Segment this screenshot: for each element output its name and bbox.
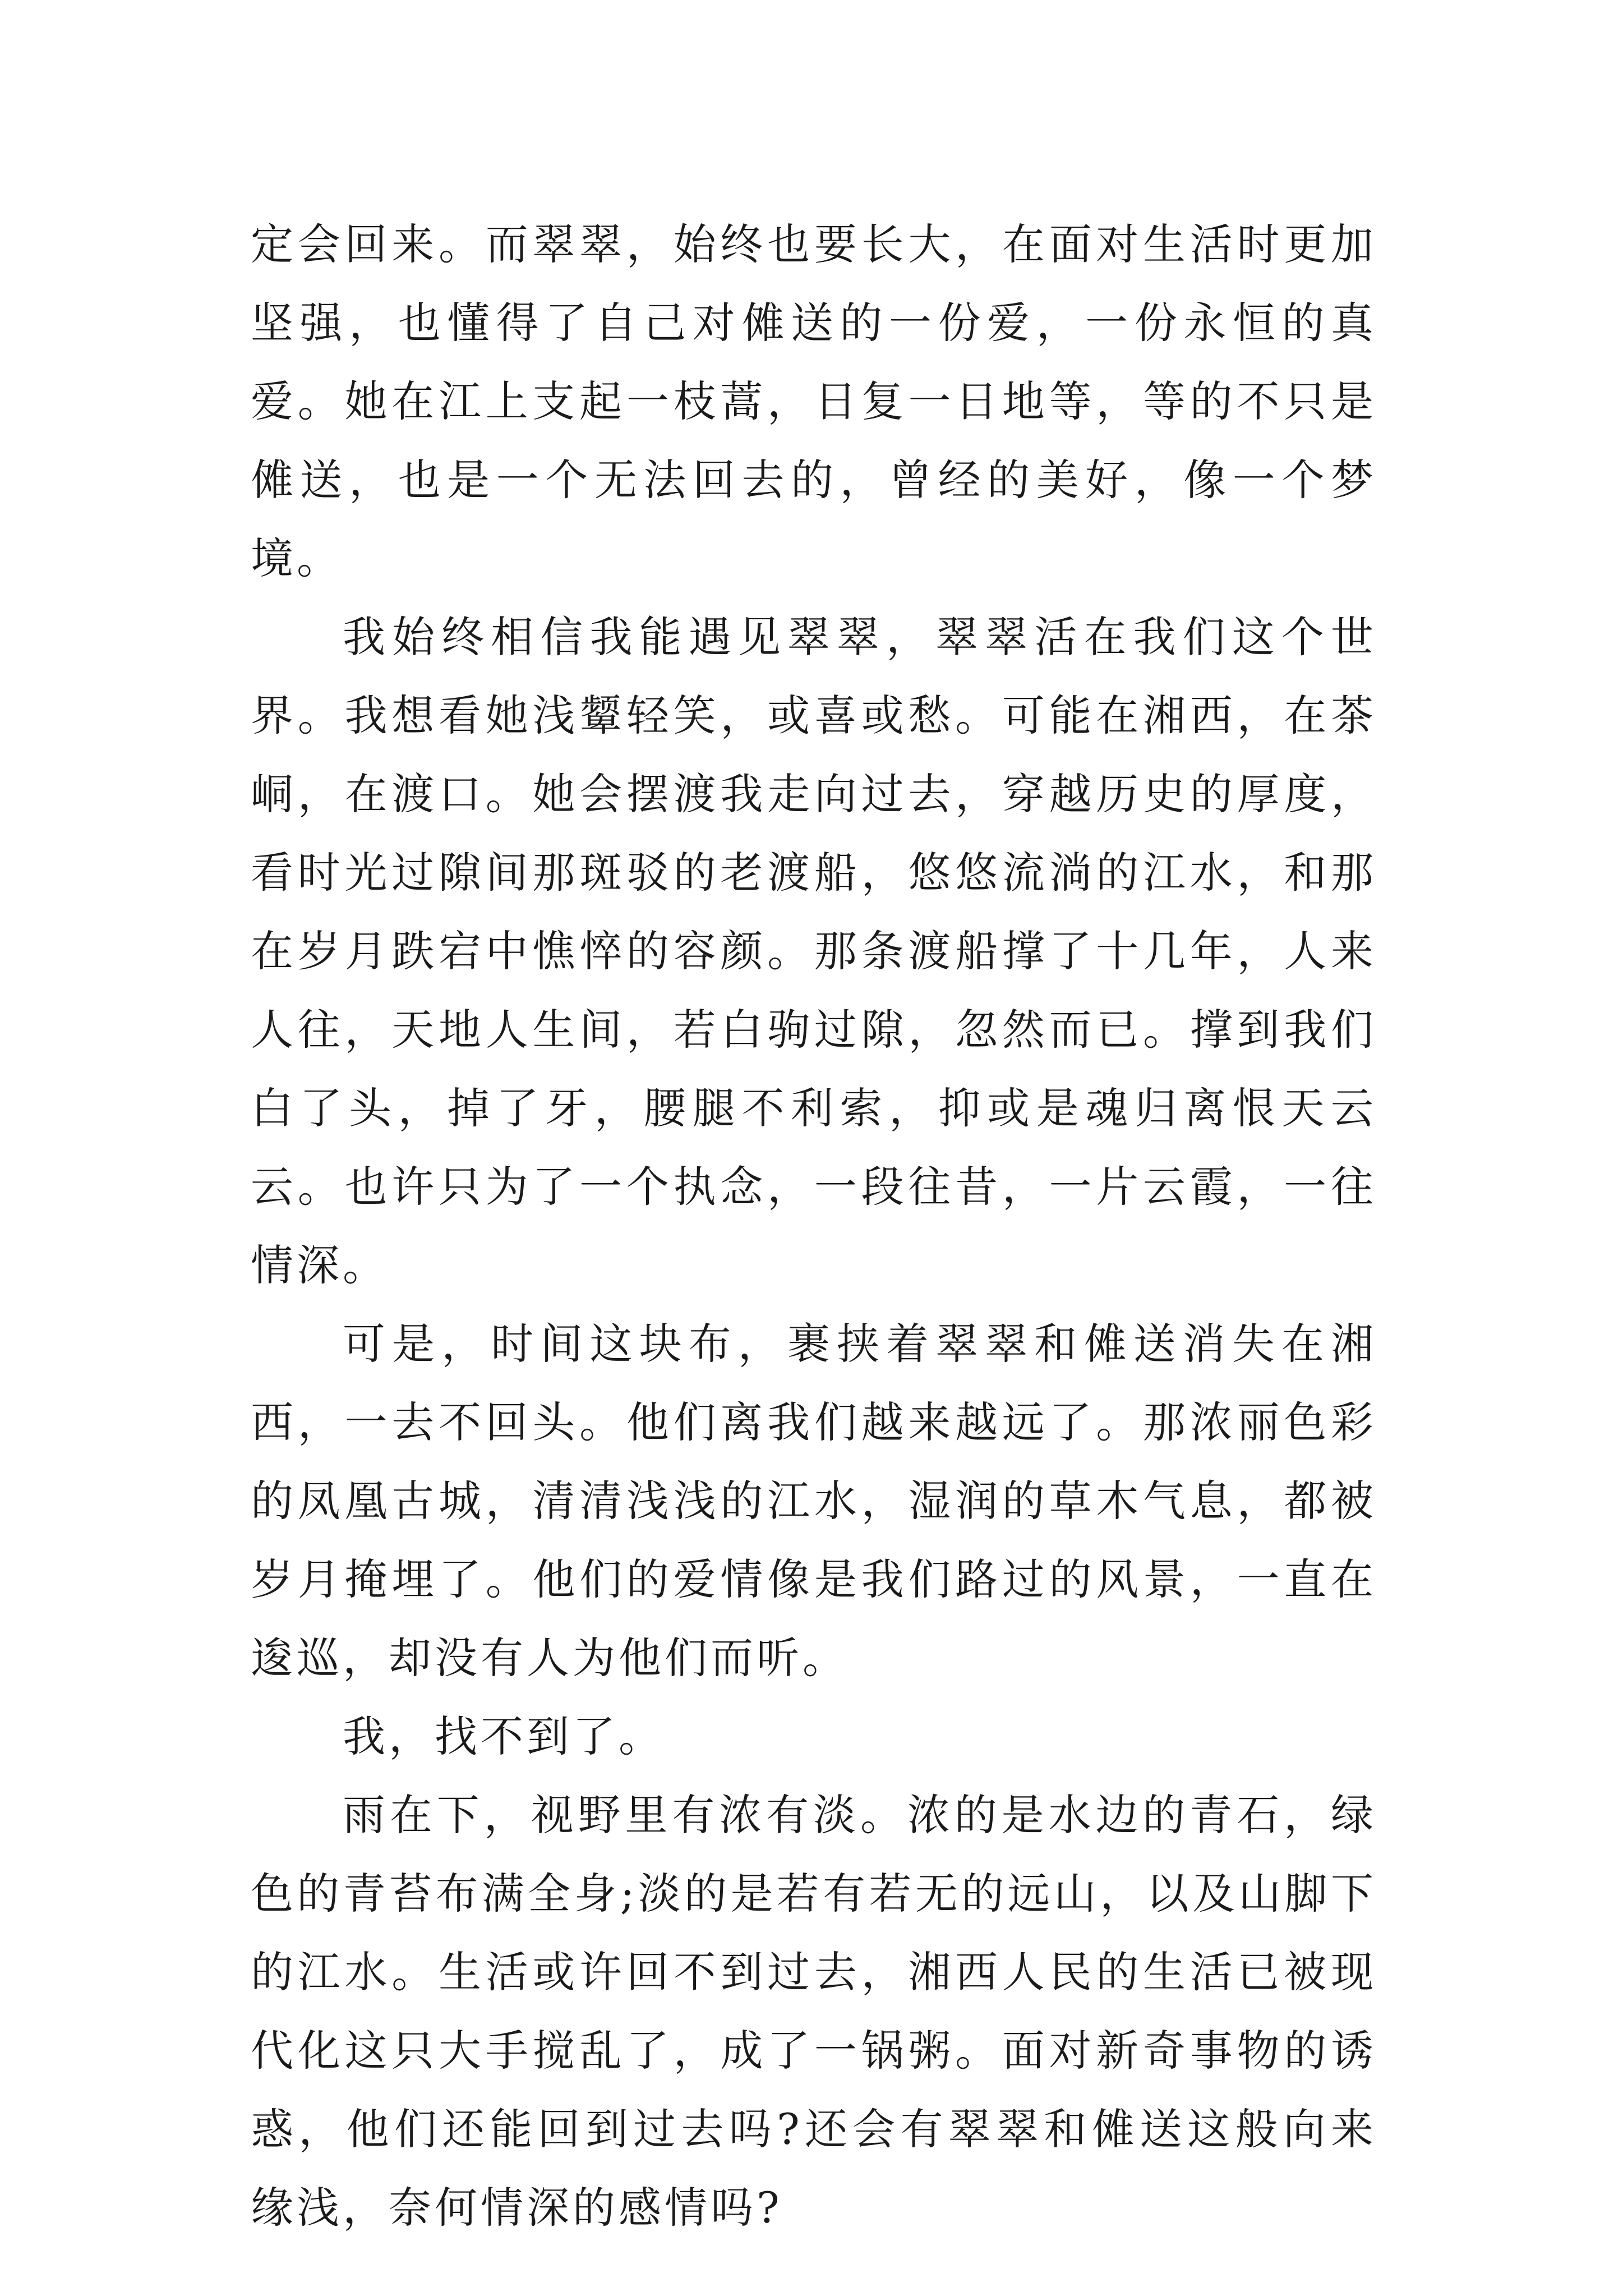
paragraph-2: 我始终相信我能遇见翠翠，翠翠活在我们这个世界。我想看她浅颦轻笑，或喜或愁。可能在湘西，在茶峒，在渡口。她会摆渡我走向过去，穿越历史的厚度，看时光过隙间那斑驳的老渡船，悠悠流淌的江水，和那在岁月跌宕中憔悴的容颜。那条渡船撑了十几年，人来人往，天地人生间，若白驹过隙，忽然而已。撑到我们白了头，掉了牙，腰腿不利索，抑或是魂归离恨天云云。也许只为了一个执念，一段往昔，一片云霞，一往情深。 — [251, 612, 1377, 1290]
paragraph-3: 可是，时间这块布，裹挟着翠翠和傩送消失在湘西，一去不回头。他们离我们越来越远了。那浓丽色彩的凤凰古城，清清浅浅的江水，湿润的草木气息，都被岁月掩埋了。他们的爱情像是我们路过的风景，一直在逡巡，却没有人为他们而听。 — [251, 1319, 1377, 1683]
paragraph-5: 雨在下，视野里有浓有淡。浓的是水边的青石，绿色的青苔布满全身;淡的是若有若无的远山，以及山脚下的江水。生活或许回不到过去，湘西人民的生活已被现代化这只大手搅乱了，成了一锅粥。面对新奇事物的诱惑，他们还能回到过去吗?还会有翠翠和傩送这般向来缘浅，奈何情深的感情吗? — [251, 1790, 1377, 2233]
paragraph-4: 我，找不到了。 — [343, 1711, 665, 1761]
body-text — [251, 205, 1377, 2247]
paragraph-1: 定会回来。而翠翠，始终也要长大，在面对生活时更加坚强，也懂得了自己对傩送的一份爱，一份永恒的真爱。她在江上支起一枝蒿，日复一日地等，等的不只是傩送，也是一个无法回去的，曾经的美好，像一个梦境。 — [251, 219, 1377, 583]
